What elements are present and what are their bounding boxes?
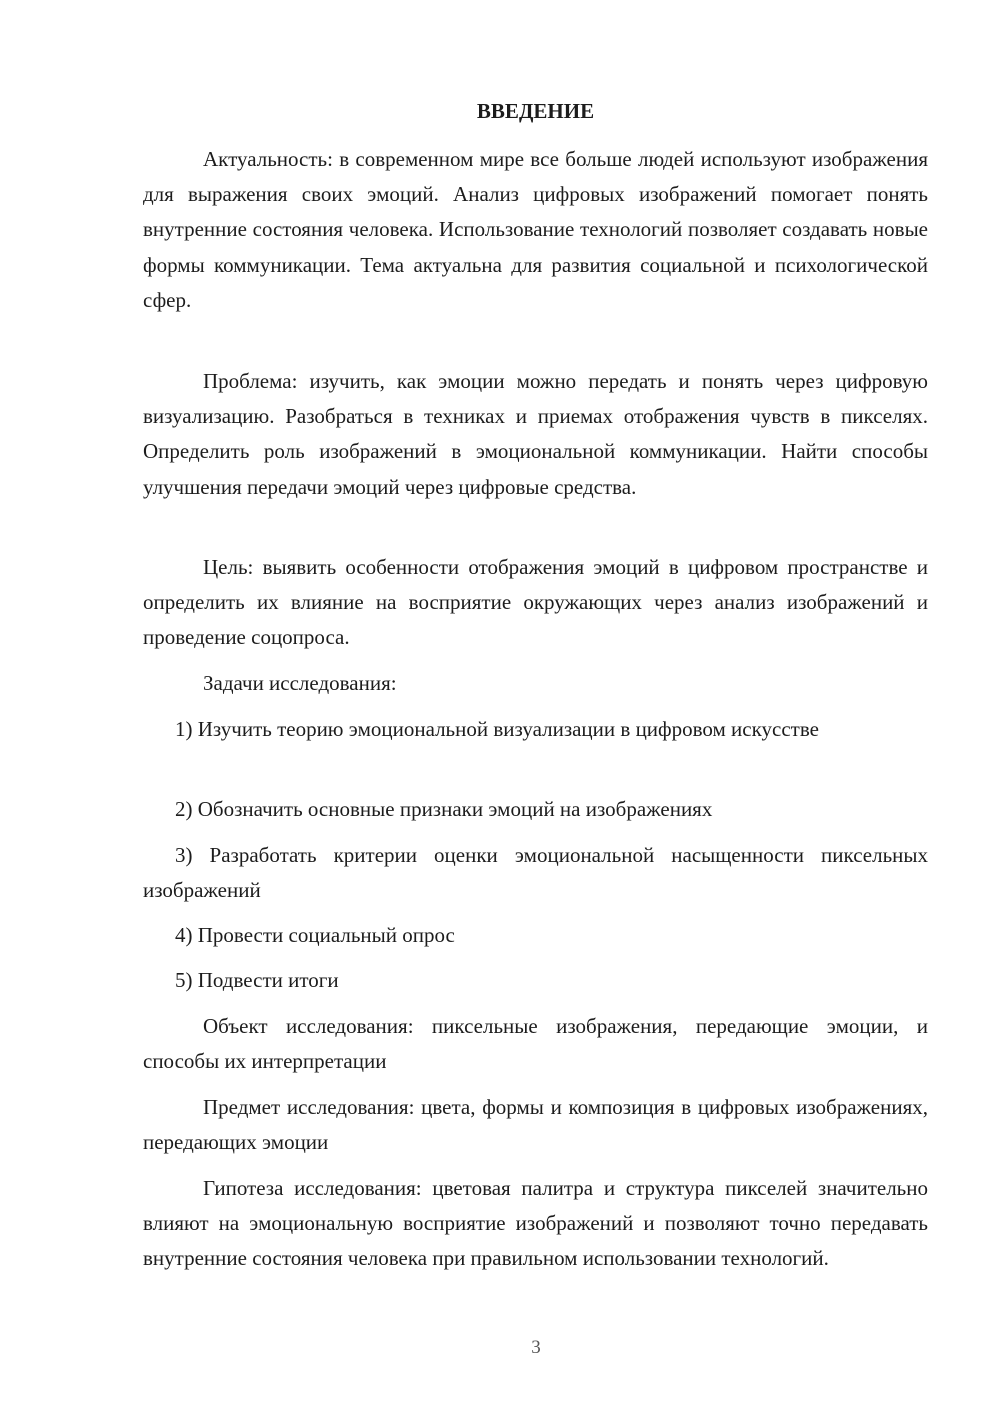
tasks-heading: Задачи исследования: <box>203 671 397 695</box>
page-title: ВВЕДЕНИЕ <box>476 99 595 123</box>
task-item-5: 5) Подвести итоги <box>175 968 339 992</box>
task-item-1: 1) Изучить теорию эмоциональной визуализации в цифровом искусстве <box>175 717 819 741</box>
problem-paragraph: Проблема: изучить, как эмоции можно передать и понять через цифровую визуализацию. Разобраться в техниках и приемах отображения чувств в пикселях. Определить роль изображений в эмоциональной коммуникации. Найти способы улучшения передачи эмоций через цифровые средства. <box>143 369 928 499</box>
goal-paragraph: Цель: выявить особенности отображения эмоций в цифровом пространстве и определить их влияние на восприятие окружающих через анализ изображений и проведение соцопроса. <box>143 555 928 650</box>
task-item-2: 2) Обозначить основные признаки эмоций на изображениях <box>175 797 713 821</box>
subject-paragraph: Предмет исследования: цвета, формы и композиция в цифровых изображениях, передающих эмоции <box>143 1095 928 1155</box>
object-paragraph: Объект исследования: пиксельные изображения, передающие эмоции, и способы их интерпретации <box>143 1014 928 1074</box>
task-item-3: 3) Разработать критерии оценки эмоциональной насыщенности пиксельных изображений <box>143 843 928 903</box>
relevance-paragraph: Актуальность: в современном мире все больше людей используют изображения для выражения своих эмоций. Анализ цифровых изображений помогает понять внутренние состояния человека. Использование технологий позволяет создавать новые формы коммуникации. Тема актуальна для развития социальной и психологической сфер. <box>143 147 928 312</box>
page-number: 3 <box>531 1337 541 1358</box>
hypothesis-paragraph: Гипотеза исследования: цветовая палитра и структура пикселей значительно влияют на эмоциональную восприятие изображений и позволяют точно передавать внутренние состояния человека при правильном использовании технологий. <box>143 1176 928 1271</box>
task-item-4: 4) Провести социальный опрос <box>175 923 455 947</box>
